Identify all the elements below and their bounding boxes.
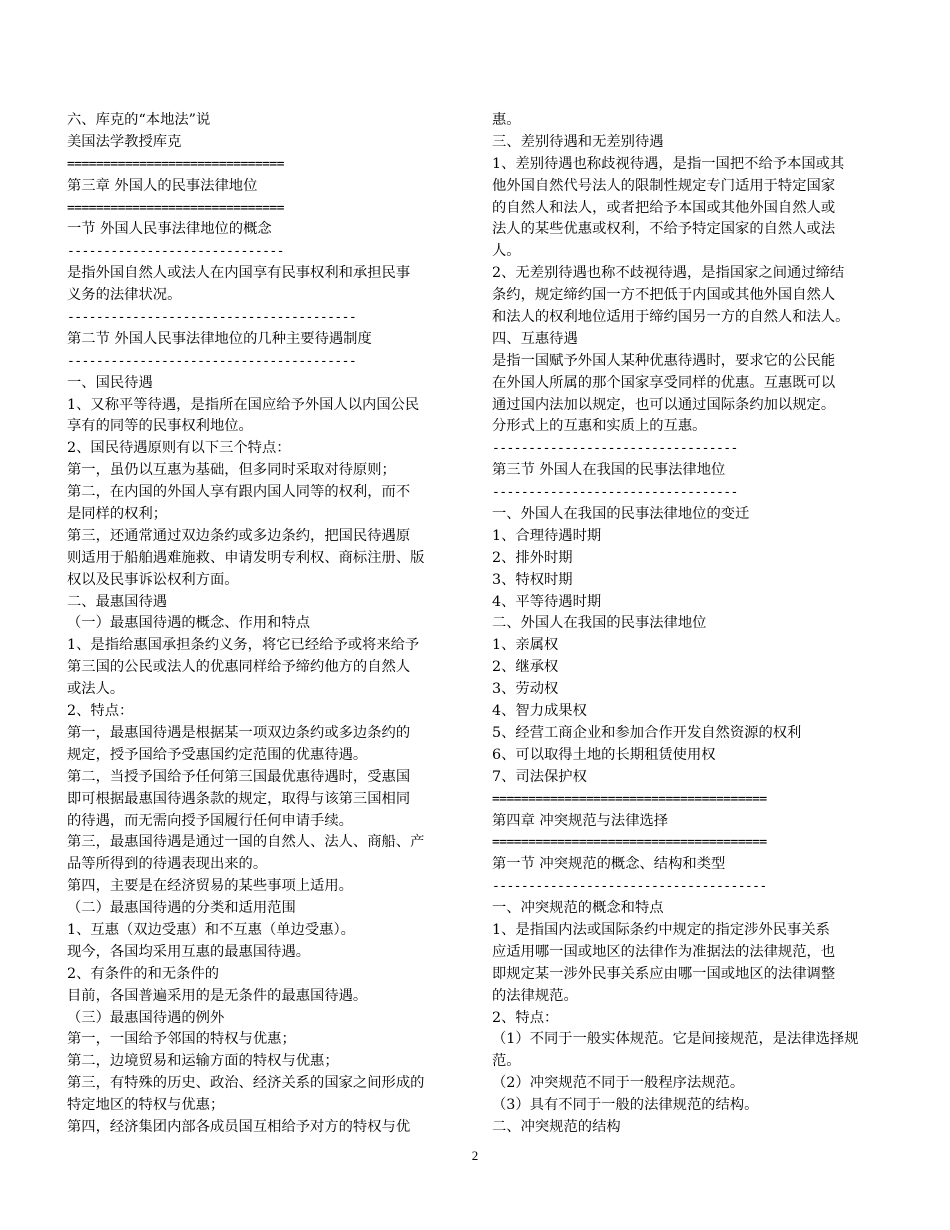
text-line: 品等所得到的待遇表现出来的。 xyxy=(67,856,268,873)
text-line: （3）具有不同于一般的法律规范的结构。 xyxy=(492,1097,759,1114)
text-line: 范。 xyxy=(492,1053,521,1070)
text-line: 1、是指给惠国承担条约义务，将它已经给予或将来给予 xyxy=(67,637,420,654)
text-line: 目前，各国普遍采用的是无条件的最惠国待遇。 xyxy=(67,987,368,1004)
text-line: 第二，当授予国给予任何第三国最优惠待遇时，受惠国 xyxy=(67,768,411,785)
text-line: 2、有条件的和无条件的 xyxy=(67,965,220,982)
text-line: 或法人。 xyxy=(67,681,125,698)
text-line: 即可根据最惠国待遇条款的规定，取得与该第三国相同 xyxy=(67,790,411,807)
text-line: 六、库克的“本地法”说 xyxy=(67,112,211,128)
text-line: 是指外国自然人或法人在内国享有民事权利和承担民事 xyxy=(67,265,411,282)
text-line: 第一节 冲突规范的概念、结构和类型 xyxy=(492,856,726,873)
text-line: 和法人的权利地位适用于缔约国另一方的自然人和法人。 xyxy=(492,309,850,326)
text-line: 2、特点： xyxy=(67,703,134,720)
text-line: 7、司法保护权 xyxy=(492,768,587,785)
separator-line: ---------------------------------------- xyxy=(67,310,357,326)
text-line: 一、冲突规范的概念和特点 xyxy=(492,900,664,917)
text-line: 权以及民事诉讼权利方面。 xyxy=(67,571,239,588)
text-line: 第二，边境贸易和运输方面的特权与优惠； xyxy=(67,1053,339,1070)
text-line: 2、特点： xyxy=(492,1009,559,1026)
text-line: 第三，还通常通过双边条约或多边条约，把国民待遇原 xyxy=(67,527,411,544)
text-line: （一）最惠国待遇的概念、作用和特点 xyxy=(67,615,311,632)
text-line: 2、排外时期 xyxy=(492,549,573,566)
separator-line: ============================== xyxy=(67,156,284,172)
text-line: 在外国人所属的那个国家享受同样的优惠。互惠既可以 xyxy=(492,374,836,391)
text-line: 现今，各国均采用互惠的最惠国待遇。 xyxy=(67,943,311,960)
text-line: 一节 外国人民事法律地位的概念 xyxy=(67,221,272,238)
text-line: 法人的某些优惠或权利，不给予特定国家的自然人或法 xyxy=(492,221,836,238)
page-number: 2 xyxy=(471,1148,479,1163)
text-line: （2）冲突规范不同于一般程序法规范。 xyxy=(492,1075,745,1092)
text-line: 第三节 外国人在我国的民事法律地位 xyxy=(492,462,726,479)
text-line: 义务的法律状况。 xyxy=(67,287,182,304)
text-line: 一、国民待遇 xyxy=(67,374,153,391)
separator-line: ---------------------------------------- xyxy=(67,353,357,369)
text-line: 2、无差别待遇也称不歧视待遇，是指国家之间通过缔结 xyxy=(492,265,845,282)
text-line: （1）不同于一般实体规范。它是间接规范，是法律选择规 xyxy=(492,1031,859,1048)
text-line: 通过国内法加以规定，也可以通过国际条约加以规定。 xyxy=(492,396,836,413)
separator-line: ============================== xyxy=(67,200,284,216)
text-line: 第三章 外国人的民事法律地位 xyxy=(67,177,258,194)
text-line: 第三国的公民或法人的优惠同样给予缔约他方的自然人 xyxy=(67,659,411,676)
text-line: 二、冲突规范的结构 xyxy=(492,1118,621,1135)
text-line: 4、平等待遇时期 xyxy=(492,593,602,610)
text-line: 5、经营工商企业和参加合作开发自然资源的权利 xyxy=(492,724,802,741)
text-line: 的自然人和法人，或者把给予本国或其他外国自然人或 xyxy=(492,199,836,216)
text-line: （三）最惠国待遇的例外 xyxy=(67,1009,225,1026)
text-line: 四、互惠待遇 xyxy=(492,330,578,347)
text-line: 的待遇，而无需向授予国履行任何申请手续。 xyxy=(67,812,353,829)
text-line: 第二，在内国的外国人享有跟内国人同等的权利，而不 xyxy=(67,484,411,501)
separator-line: ====================================== xyxy=(492,835,767,851)
text-line: 1、合理待遇时期 xyxy=(492,527,602,544)
text-line: 1、是指国内法或国际条约中规定的指定涉外民事关系 xyxy=(492,921,830,938)
text-line: 1、差别待遇也称歧视待遇，是指一国把不给予本国或其 xyxy=(492,155,845,172)
text-line: 惠。 xyxy=(492,112,521,128)
text-line: 第二节 外国人民事法律地位的几种主要待遇制度 xyxy=(67,330,372,347)
separator-line: ------------------------------ xyxy=(67,244,284,260)
text-line: 特定地区的特权与优惠； xyxy=(67,1097,225,1114)
text-line: 二、外国人在我国的民事法律地位 xyxy=(492,615,707,632)
text-line: 享有的同等的民事权利地位。 xyxy=(67,418,253,435)
text-line: 人。 xyxy=(492,243,521,260)
text-line: 则适用于船舶遇难施救、申请发明专利权、商标注册、版 xyxy=(67,549,425,566)
separator-line: ====================================== xyxy=(492,791,767,807)
text-line: 3、劳动权 xyxy=(492,681,559,698)
text-line: 三、差别待遇和无差别待遇 xyxy=(492,133,664,150)
separator-line: ---------------------------------- xyxy=(492,485,738,501)
text-line: 第四章 冲突规范与法律选择 xyxy=(492,812,669,829)
text-line: 规定，授予国给予受惠国约定范围的优惠待遇。 xyxy=(67,746,368,763)
text-line: 条约，规定缔约国一方不把低于内国或其他外国自然人 xyxy=(492,287,836,304)
text-line: 二、最惠国待遇 xyxy=(67,593,168,610)
text-line: 是同样的权利； xyxy=(67,506,168,523)
text-line: 即规定某一涉外民事关系应由哪一国或地区的法律调整 xyxy=(492,965,836,982)
text-line: 的法律规范。 xyxy=(492,987,578,1004)
text-line: 2、继承权 xyxy=(492,659,559,676)
text-line: 2、国民待遇原则有以下三个特点： xyxy=(67,440,291,457)
text-line: 第四，经济集团内部各成员国互相给予对方的特权与优 xyxy=(67,1118,411,1135)
text-line: 美国法学教授库克 xyxy=(67,133,182,150)
text-line: 是指一国赋予外国人某种优惠待遇时，要求它的公民能 xyxy=(492,352,836,369)
text-line: 第一，最惠国待遇是根据某一项双边条约或多边条约的 xyxy=(67,724,411,741)
text-line: 第一，一国给予邻国的特权与优惠； xyxy=(67,1031,296,1048)
text-line: 第一，虽仍以互惠为基础，但多同时采取对待原则； xyxy=(67,462,396,479)
text-line: 第四，主要是在经济贸易的某些事项上适用。 xyxy=(67,878,353,895)
text-line: 3、特权时期 xyxy=(492,571,573,588)
text-line: 第三，最惠国待遇是通过一国的自然人、法人、商船、产 xyxy=(67,834,425,851)
text-line: 一、外国人在我国的民事法律地位的变迁 xyxy=(492,506,750,523)
right-text-column xyxy=(492,110,892,1139)
text-line: 1、互惠（双边受惠）和不互惠（单边受惠）。 xyxy=(67,921,355,938)
text-line: 4、智力成果权 xyxy=(492,703,587,720)
left-text-column xyxy=(67,110,467,1139)
text-line: 应适用哪一国或地区的法律作为准据法的法律规范，也 xyxy=(492,943,836,960)
separator-line: -------------------------------------- xyxy=(492,879,767,895)
text-line: 1、亲属权 xyxy=(492,637,559,654)
text-line: 分形式上的互惠和实质上的互惠。 xyxy=(492,418,707,435)
text-line: 他外国自然代号法人的限制性规定专门适用于特定国家 xyxy=(492,177,836,194)
text-line: （二）最惠国待遇的分类和适用范围 xyxy=(67,900,296,917)
text-line: 6、可以取得土地的长期租赁使用权 xyxy=(492,746,716,763)
text-line: 第三，有特殊的历史、政治、经济关系的国家之间形成的 xyxy=(67,1075,425,1092)
separator-line: ---------------------------------- xyxy=(492,441,738,457)
text-line: 1、又称平等待遇，是指所在国应给予外国人以内国公民 xyxy=(67,396,420,413)
